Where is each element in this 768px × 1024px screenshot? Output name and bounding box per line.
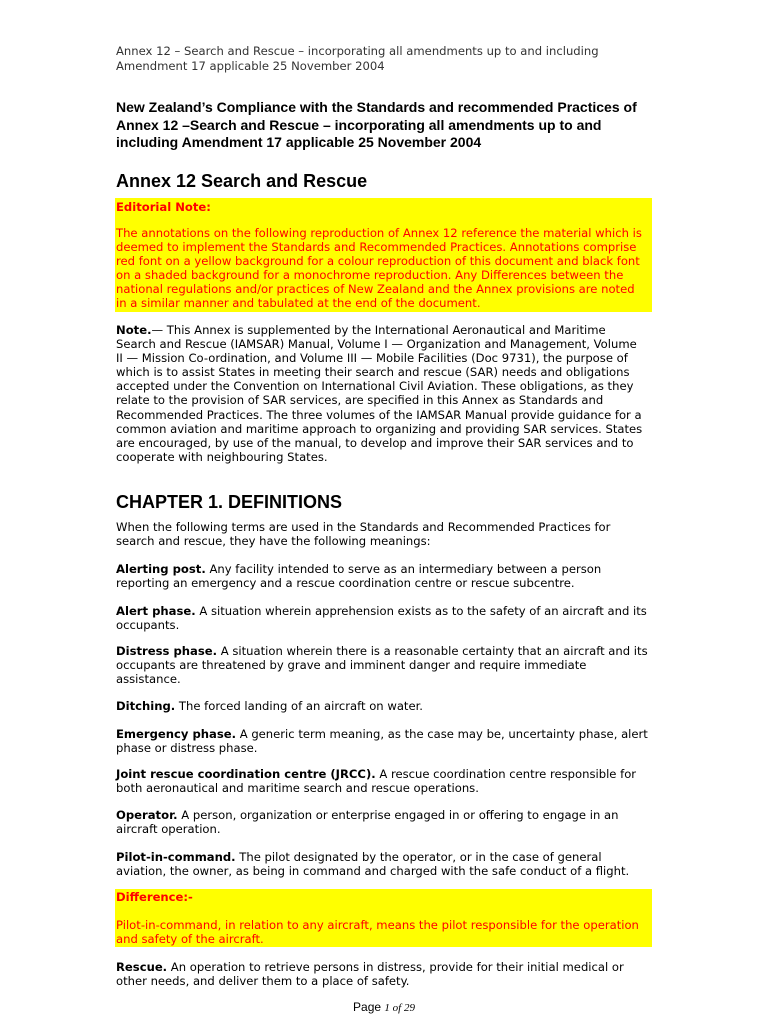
editorial-note-line: The annotations on the following reproduction of Annex 12 reference the material which is	[116, 225, 642, 240]
definition-line	[116, 767, 636, 781]
chapter-heading: CHAPTER 1. DEFINITIONS	[116, 492, 343, 512]
definition-ditching	[116, 699, 423, 713]
annex-note-line: II — Mission Co-ordination, and Volume III — Mobile Facilities (Doc 9731), the purpose of	[116, 351, 628, 366]
definition-emergency-phase	[116, 727, 648, 755]
definition-alerting-post	[116, 562, 601, 590]
definition-term: Pilot-in-command.	[116, 850, 236, 864]
definition-distress-phase	[116, 644, 648, 686]
page-count	[384, 1002, 415, 1014]
definition-operator	[116, 808, 618, 836]
page-label: Page	[353, 1000, 382, 1014]
difference-text	[116, 918, 652, 946]
editorial-note-text	[116, 226, 652, 311]
definition-line: other needs, and deliver them to a place of safety.	[116, 974, 410, 989]
page-of: of	[392, 1002, 402, 1014]
definition-text: A situation wherein there is a reasonable certainty that an aircraft and its	[220, 644, 648, 658]
definition-line	[116, 644, 648, 658]
definition-alert-phase	[116, 604, 647, 632]
definition-line: aviation, the owner, as being in command and charged with the safe conduct of a flight.	[116, 864, 630, 879]
definition-text: A situation wherein apprehension exists as to the safety of an aircraft and its	[199, 604, 647, 618]
definition-term: Distress phase.	[116, 644, 218, 658]
definition-rescue	[116, 960, 624, 988]
document-title	[116, 99, 637, 152]
definition-text: An operation to retrieve persons in distress, provide for their initial medical or	[170, 960, 624, 974]
annex-note-line: Recommended Practices. The three volumes of the IAMSAR Manual provide guidance for a	[116, 407, 642, 422]
running-header	[116, 44, 599, 74]
difference-box	[115, 889, 652, 947]
editorial-note-line: national regulations and/or practices of New Zealand and the Annex provisions are noted	[116, 282, 635, 297]
definition-text: The forced landing of an aircraft on water.	[178, 699, 423, 713]
definition-line: phase or distress phase.	[116, 741, 258, 756]
definitions-intro-line: When the following terms are used in the Standards and Recommended Practices for	[116, 520, 611, 534]
definitions-intro-line: search and rescue, they have the following meanings:	[116, 534, 431, 549]
annex-note-line: common aviation and maritime approach to organizing and providing SAR services. States	[116, 421, 643, 436]
definition-line	[116, 699, 423, 713]
annex-note-line: which is to assist States in meeting their search and rescue (SAR) needs and obligations	[116, 365, 630, 380]
editorial-note-box	[115, 198, 652, 312]
annex-note-line: Search and Rescue (IAMSAR) Manual, Volume I — Organization and Management, Volume	[116, 337, 637, 352]
annex-heading: Annex 12 Search and Rescue	[116, 171, 368, 191]
difference-label: Difference:-	[116, 890, 193, 904]
definition-line: aircraft operation.	[116, 822, 221, 837]
page-number-footer	[0, 999, 768, 1016]
difference-line: Pilot-in-command, in relation to any aircraft, means the pilot responsible for the operation	[116, 917, 639, 932]
running-header-line: Amendment 17 applicable 25 November 2004	[116, 59, 385, 73]
annex-note-term: Note.	[116, 323, 152, 337]
running-header-line: Annex 12 – Search and Rescue – incorporating all amendments up to and including	[116, 44, 599, 58]
annex-note-line: cooperate with neighbouring States.	[116, 449, 328, 464]
definition-line: both aeronautical and maritime search and rescue operations.	[116, 781, 479, 796]
definition-jrcc	[116, 767, 636, 795]
editorial-note-line: deemed to implement the Standards and Recommended Practices. Annotations comprise	[116, 240, 637, 255]
annex-note-text: — This Annex is supplemented by the International Aeronautical and Maritime	[151, 323, 606, 337]
definition-line	[116, 727, 648, 741]
annex-note-line: accepted under the Convention on International Civil Aviation. These obligations, as they	[116, 379, 634, 394]
definition-term: Alert phase.	[116, 604, 196, 618]
definition-term: Operator.	[116, 808, 178, 822]
definition-text: Any facility intended to serve as an intermediary between a person	[209, 562, 602, 576]
definitions-intro	[116, 520, 610, 548]
definition-term: Rescue.	[116, 960, 168, 974]
annex-note-line	[116, 323, 642, 337]
definition-line: occupants are threatened by grave and imminent danger and require immediate	[116, 658, 587, 673]
definition-line	[116, 960, 624, 974]
definition-line	[116, 808, 618, 822]
document-title-line: including Amendment 17 applicable 25 November 2004	[116, 134, 482, 150]
definition-line: reporting an emergency and a rescue coordination centre or rescue subcentre.	[116, 576, 575, 591]
definition-text: The pilot designated by the operator, or in the case of general	[239, 850, 602, 864]
document-title-line: New Zealand’s Compliance with the Standards and recommended Practices of	[116, 99, 637, 115]
annex-note-paragraph	[116, 323, 642, 464]
definition-line: assistance.	[116, 672, 181, 687]
annex-note-line: are encouraged, by use of the manual, to develop and improve their SAR services and to	[116, 435, 634, 450]
definition-term: Ditching.	[116, 699, 176, 713]
definition-text: A rescue coordination centre responsible for	[379, 767, 637, 781]
definition-line	[116, 562, 601, 576]
page-current: 1	[384, 1002, 390, 1014]
definition-term: Joint rescue coordination centre (JRCC).	[116, 767, 376, 781]
definition-line	[116, 604, 647, 618]
editorial-note-line: on a shaded background for a monochrome reproduction. Any Differences between the	[116, 268, 624, 283]
editorial-note-label: Editorial Note:	[116, 200, 211, 214]
definition-line	[116, 850, 629, 864]
definition-term: Emergency phase.	[116, 727, 237, 741]
editorial-note-line: in a similar manner and tabulated at the end of the document.	[116, 296, 481, 311]
annex-note-line: relate to the provision of SAR services, are specified in this Annex as Standards and	[116, 393, 604, 408]
definition-line: occupants.	[116, 618, 180, 633]
definition-term: Alerting post.	[116, 562, 206, 576]
page-total: 29	[403, 1002, 415, 1014]
editorial-note-line: red font on a yellow background for a colour reproduction of this document and black font	[116, 254, 640, 269]
difference-line: and safety of the aircraft.	[116, 932, 264, 947]
definition-pilot-in-command	[116, 850, 629, 878]
definition-text: A generic term meaning, as the case may be, uncertainty phase, alert	[239, 727, 648, 741]
document-title-line: Annex 12 –Search and Rescue – incorporating all amendments up to and	[116, 116, 602, 133]
definition-text: A person, organization or enterprise engaged in or offering to engage in an	[181, 808, 619, 822]
